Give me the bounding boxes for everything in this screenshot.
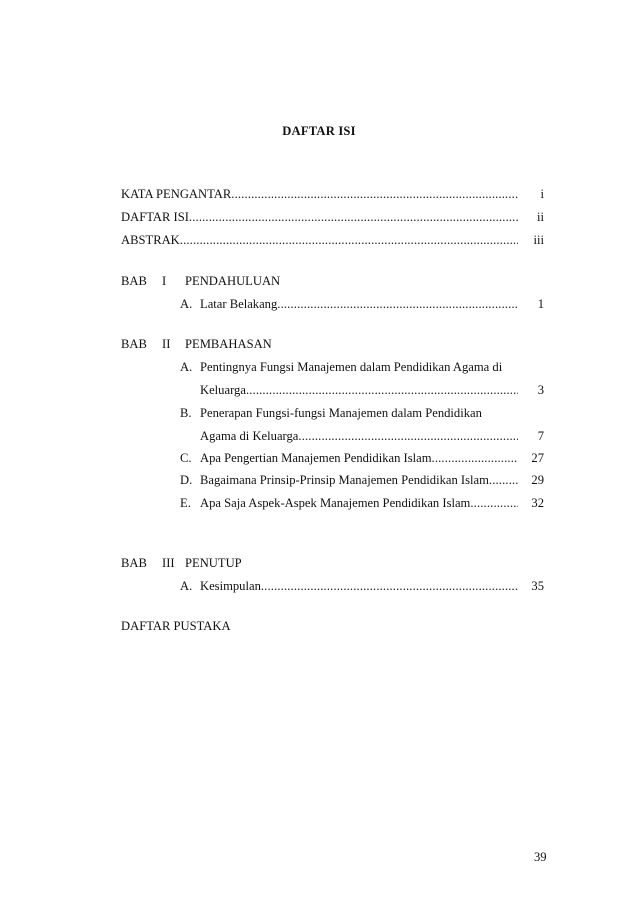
page-number: 39 bbox=[534, 850, 547, 864]
toc-entry-kata-pengantar bbox=[121, 186, 544, 203]
toc-entry-label: Bagaimana Prinsip-Prinsip Manajemen Pendidikan Islam bbox=[200, 473, 489, 487]
toc-leader-dots bbox=[180, 232, 518, 249]
toc-entry-latar-belakang bbox=[200, 296, 544, 313]
chapter-heading-3 bbox=[121, 555, 421, 572]
section-letter: A. bbox=[180, 579, 193, 593]
chapter-label: BAB bbox=[121, 337, 147, 351]
toc-entry-daftar-pustaka bbox=[121, 618, 421, 635]
chapter-roman: II bbox=[162, 337, 171, 351]
toc-entry-prinsip bbox=[200, 472, 544, 489]
toc-leader-dots bbox=[189, 209, 518, 226]
toc-leader-dots bbox=[277, 296, 518, 313]
toc-entry-label: KATA PENGANTAR bbox=[121, 187, 232, 201]
toc-leader-dots bbox=[432, 450, 518, 467]
toc-entry-label: ABSTRAK bbox=[121, 233, 180, 247]
toc-entry-penerapan bbox=[200, 428, 544, 445]
section-letter: B. bbox=[180, 406, 192, 420]
toc-leader-dots bbox=[489, 472, 518, 489]
toc-entry-first-line bbox=[200, 359, 544, 376]
chapter-title: PENDAHULUAN bbox=[185, 274, 281, 288]
page-title: DAFTAR ISI bbox=[282, 124, 356, 138]
chapter-heading-2 bbox=[121, 336, 421, 353]
toc-entry-aspek bbox=[200, 495, 544, 512]
chapter-label: BAB bbox=[121, 556, 147, 570]
chapter-title: PEMBAHASAN bbox=[185, 337, 272, 351]
toc-entry-label: Penerapan Fungsi-fungsi Manajemen dalam Pendidikan bbox=[200, 406, 482, 420]
toc-entry-first-line bbox=[200, 405, 544, 422]
toc-leader-dots bbox=[231, 186, 518, 203]
toc-leader-dots bbox=[470, 495, 518, 512]
toc-leader-dots bbox=[246, 382, 518, 399]
toc-entry-label: Apa Pengertian Manajemen Pendidikan Islam bbox=[200, 451, 432, 465]
toc-entry-kesimpulan bbox=[200, 578, 544, 595]
chapter-label: BAB bbox=[121, 274, 147, 288]
toc-entry-label: Latar Belakang bbox=[200, 297, 278, 311]
toc-entry-daftar-isi bbox=[121, 209, 544, 226]
toc-entry-page: ii bbox=[537, 210, 544, 224]
toc-entry-label: DAFTAR ISI bbox=[121, 210, 189, 224]
toc-entry-page: 32 bbox=[531, 496, 544, 510]
section-letter: D. bbox=[180, 473, 193, 487]
toc-leader-dots bbox=[298, 428, 518, 445]
section-letter: E. bbox=[180, 496, 191, 510]
section-letter: A. bbox=[180, 297, 193, 311]
toc-entry-page: 3 bbox=[537, 383, 544, 397]
toc-entry-label: Agama di Keluarga bbox=[200, 429, 299, 443]
chapter-title: PENUTUP bbox=[185, 556, 242, 570]
chapter-roman: I bbox=[162, 274, 167, 288]
toc-entry-page: 35 bbox=[531, 579, 544, 593]
chapter-heading-1 bbox=[121, 273, 421, 290]
section-letter: C. bbox=[180, 451, 192, 465]
toc-entry-page: 7 bbox=[537, 429, 544, 443]
toc-entry-abstrak bbox=[121, 232, 544, 249]
toc-entry-page: 29 bbox=[531, 473, 544, 487]
toc-entry-pengertian bbox=[200, 450, 544, 467]
toc-entry-label: Kesimpulan bbox=[200, 579, 261, 593]
toc-entry-label: DAFTAR PUSTAKA bbox=[121, 619, 231, 633]
toc-entry-label: Keluarga bbox=[200, 383, 246, 397]
chapter-roman: III bbox=[162, 556, 175, 570]
toc-entry-page: 27 bbox=[531, 451, 544, 465]
section-letter: A. bbox=[180, 360, 193, 374]
toc-entry-label: Apa Saja Aspek-Aspek Manajemen Pendidikan Islam bbox=[200, 496, 471, 510]
toc-entry-label: Pentingnya Fungsi Manajemen dalam Pendidikan Agama di bbox=[200, 360, 503, 374]
toc-leader-dots bbox=[261, 578, 518, 595]
toc-entry-page: 1 bbox=[537, 297, 544, 311]
toc-entry-page: iii bbox=[533, 233, 544, 247]
toc-entry-fungsi-manajemen bbox=[200, 382, 544, 399]
toc-entry-page: i bbox=[540, 187, 544, 201]
